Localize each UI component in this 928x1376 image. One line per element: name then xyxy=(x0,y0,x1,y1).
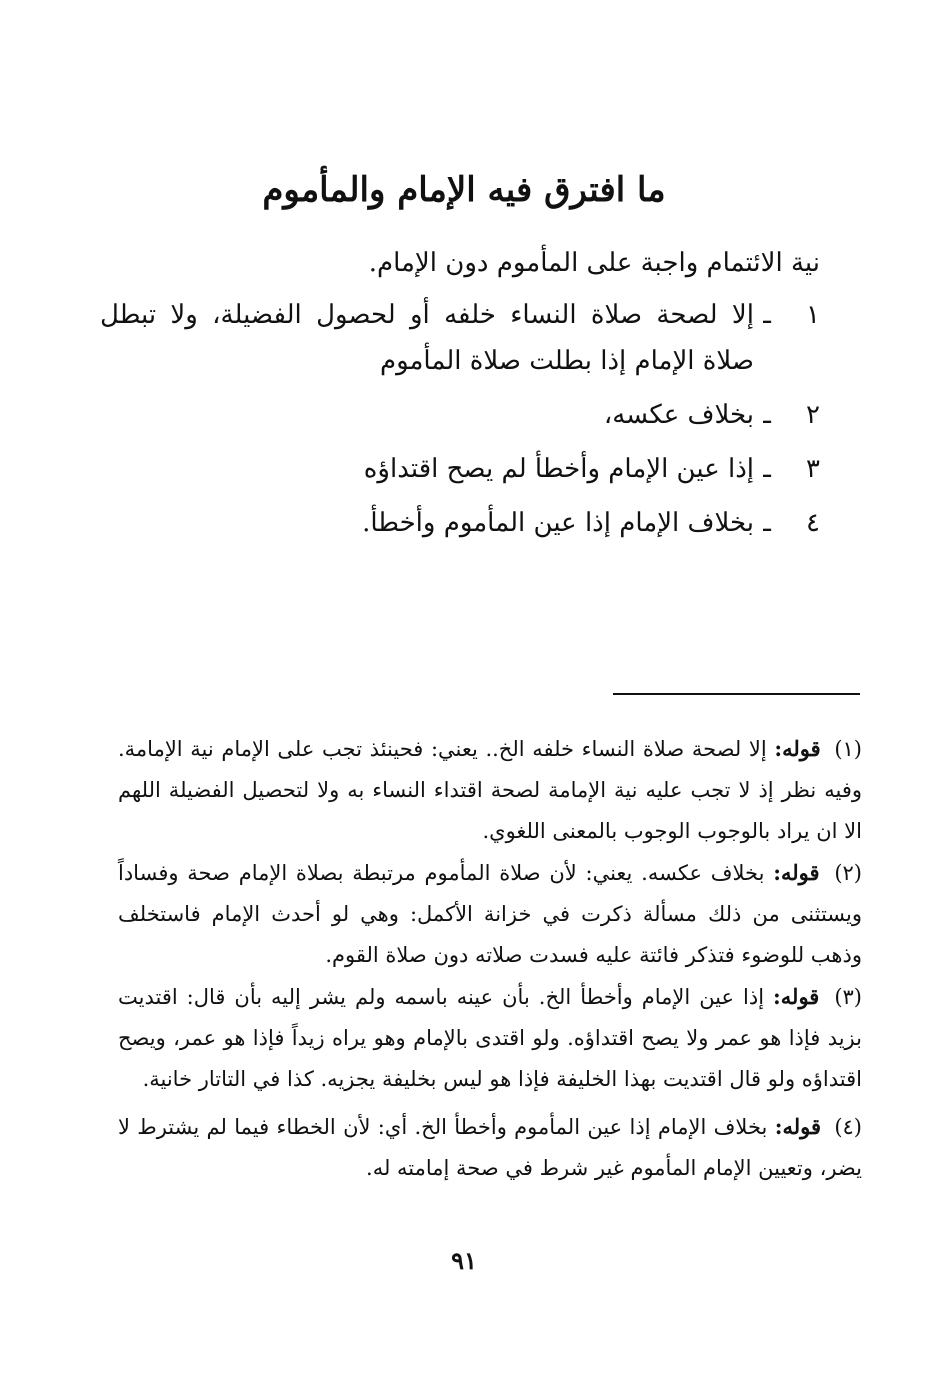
item-number: ١ xyxy=(806,300,820,330)
item-number: ٢ xyxy=(806,400,820,430)
item-text: إذا عين الإمام وأخطأ لم يصح اقتداؤه xyxy=(363,454,754,484)
item-text: إلا لصحة صلاة النساء خلفه أو لحصول الفضيلة، ولا تبطل صلاة الإمام إذا بطلت صلاة المأموم xyxy=(100,300,754,376)
footnote-number: (٤) xyxy=(834,1115,862,1139)
footnote-lead: قوله: xyxy=(773,984,820,1009)
item-dash: ـ xyxy=(763,508,771,538)
footnote-lead: قوله: xyxy=(773,860,820,885)
list-item xyxy=(100,500,820,546)
footnote xyxy=(118,1106,862,1189)
footnotes xyxy=(118,728,862,1189)
page-number: ٩١ xyxy=(451,1246,477,1275)
footnote-separator xyxy=(613,693,860,695)
footnote xyxy=(118,976,862,1100)
section-title: ما افترق فيه الإمام والمأموم xyxy=(262,170,666,210)
item-text: بخلاف الإمام إذا عين المأموم وأخطأ. xyxy=(362,508,754,538)
footnote-lead: قوله: xyxy=(774,1114,821,1139)
intro-paragraph: نية الائتمام واجبة على المأموم دون الإمام. xyxy=(368,248,820,278)
item-dash: ـ xyxy=(763,300,771,330)
footnote-number: (٣) xyxy=(834,985,862,1009)
footnote xyxy=(118,728,862,852)
item-text: بخلاف عكسه، xyxy=(603,400,754,430)
item-dash: ـ xyxy=(763,454,771,484)
item-dash: ـ xyxy=(763,400,771,430)
list-item xyxy=(100,446,820,492)
list-item xyxy=(100,392,820,438)
footnote-number: (١) xyxy=(834,737,862,761)
item-number: ٤ xyxy=(806,508,820,538)
item-number: ٣ xyxy=(806,454,820,484)
footnote-text: بخلاف عكسه. يعني: لأن صلاة المأموم مرتبطة بصلاة الإمام صحة وفساداً ويستثنى من ذلك مسألة ذكرت في خزانة الأكمل: وهي لو أحدث الإمام فاستخلف وذهب للوضوء فتذكر فائتة عليه فسدت صلاته دون صلاة القوم. xyxy=(118,861,862,967)
list-item xyxy=(100,292,820,384)
footnote-text: إذا عين الإمام وأخطأ الخ. بأن عينه باسمه ولم يشر إليه بأن قال: اقتديت بزيد فإذا هو عمر ولا يصح اقتداؤه. ولو اقتدى بالإمام وهو يراه زيداً فإذا هو عمر، ويصح اقتداؤه ولو قال اقتديت بهذا الخليفة فإذا هو ليس بخليفة يجزيه. كذا في التاتار خانية. xyxy=(118,985,862,1091)
footnote-text: بخلاف الإمام إذا عين المأموم وأخطأ الخ. أي: لأن الخطاء فيما لم يشترط لا يضر، وتعيين الإمام المأموم غير شرط في صحة إمامته له. xyxy=(118,1115,862,1180)
footnote-lead: قوله: xyxy=(774,736,821,761)
footnote xyxy=(118,852,862,976)
numbered-list xyxy=(100,292,820,554)
footnote-text: إلا لصحة صلاة النساء خلفه الخ.. يعني: فحينئذ تجب على الإمام نية الإمامة. وفيه نظر إذ لا تجب عليه نية الإمامة لصحة اقتداء النساء به ولا لتحصيل الفضيلة اللهم الا ان يراد بالوجوب الوجوب بالمعنى اللغوي. xyxy=(118,737,862,843)
footnote-number: (٢) xyxy=(834,861,862,885)
